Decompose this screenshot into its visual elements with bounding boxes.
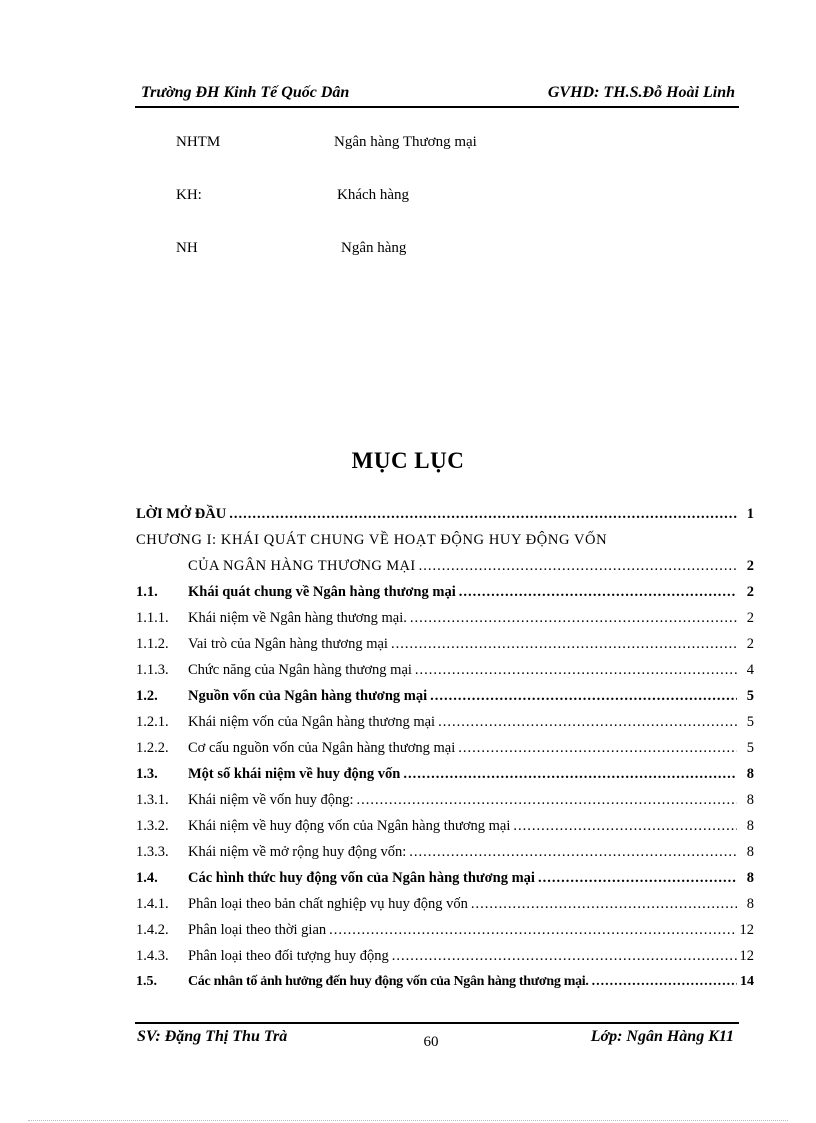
abbreviation-meaning: Khách hàng (337, 187, 410, 203)
toc-entry-text: Vai trò của Ngân hàng thương mại (188, 636, 388, 652)
toc-entry-number: 1.4.2. (136, 922, 169, 938)
toc-entry[interactable] (136, 636, 754, 658)
toc-entry[interactable] (136, 662, 754, 684)
toc-entry-text: Khái quát chung về Ngân hàng thương mại (188, 584, 456, 600)
toc-leader (329, 922, 736, 939)
toc-entry-number: 1.5. (136, 974, 157, 989)
toc-entry-number: 1.3.2. (136, 818, 169, 834)
toc-entry-text: Các nhân tố ảnh hưởng đến huy động vốn của Ngân hàng thương mại. (188, 974, 589, 989)
abbreviation-meaning: Ngân hàng Thương mại (334, 134, 477, 150)
abbreviation-meaning: Ngân hàng (341, 240, 407, 256)
footer-rule (135, 1022, 739, 1024)
toc-entry-number: 1.3.1. (136, 792, 169, 808)
toc-entry-number: 1.2.1. (136, 714, 169, 730)
footer-student: SV: Đặng Thị Thu Trà (137, 1028, 288, 1045)
toc-entry-text: Khái niệm về huy động vốn của Ngân hàng thương mại (188, 818, 511, 834)
header-advisor: GVHD: TH.S.Đỗ Hoài Linh (547, 84, 735, 101)
toc-entry[interactable] (136, 688, 754, 710)
page-header (135, 82, 739, 108)
toc-leader (430, 688, 737, 705)
toc-entry-number: 1.4. (136, 870, 158, 886)
toc-leader (392, 948, 737, 965)
toc-entry[interactable] (136, 896, 754, 918)
toc-entry[interactable] (136, 610, 754, 632)
toc-entry[interactable] (136, 792, 754, 814)
toc-entry-number: 1.4.3. (136, 948, 169, 964)
toc-leader (592, 974, 737, 990)
abbreviation-term: NHTM (176, 134, 221, 150)
toc-entry[interactable] (136, 974, 754, 996)
toc-leader (357, 792, 737, 809)
toc-entry[interactable] (188, 558, 754, 580)
toc-entry-page: 2 (746, 584, 754, 600)
toc-entry[interactable] (136, 844, 754, 866)
toc-entry-text: Khái niệm về vốn huy động: (188, 792, 354, 808)
toc-leader (458, 740, 737, 757)
toc-entry-page: 8 (746, 896, 754, 912)
toc-entry[interactable] (136, 870, 754, 892)
toc-entry-number: 1.3. (136, 766, 158, 782)
toc-leader (459, 584, 737, 601)
toc-entry-page: 14 (740, 974, 754, 989)
toc-leader (229, 506, 737, 523)
toc-entry[interactable] (136, 714, 754, 736)
toc-entry-text: Khái niệm vốn của Ngân hàng thương mại (188, 714, 436, 730)
page-number: 60 (423, 1034, 439, 1050)
toc-entry-page: 8 (746, 766, 754, 782)
toc-entry-number: 1.4.1. (136, 896, 169, 912)
toc-entry[interactable] (136, 506, 754, 528)
toc-entry-number: 1.1. (136, 584, 158, 600)
toc-entry-text: Một số khái niệm về huy động vốn (188, 766, 401, 782)
toc-entry-text: CỦA NGÂN HÀNG THƯƠNG MẠI (188, 558, 416, 574)
toc-entry[interactable] (136, 740, 754, 762)
toc-entry[interactable] (136, 766, 754, 788)
toc-entry-text: Phân loại theo thời gian (188, 922, 327, 938)
toc-entry-text: LỜI MỞ ĐẦU (136, 506, 227, 522)
toc-entry[interactable] (136, 584, 754, 606)
toc-leader (391, 636, 737, 653)
toc-leader (538, 870, 737, 887)
toc-entry[interactable] (136, 532, 754, 554)
toc-entry-page: 5 (746, 740, 754, 756)
abbreviation-term: KH: (176, 187, 202, 203)
toc-entry-page: 5 (746, 714, 754, 730)
toc-entry-page: 8 (746, 792, 754, 808)
toc-entry-text: Các hình thức huy động vốn của Ngân hàng thương mại (188, 870, 535, 886)
page-edge-divider (28, 1120, 788, 1121)
toc-entry-page: 5 (746, 688, 754, 704)
toc-entry-text: Nguồn vốn của Ngân hàng thương mại (188, 688, 428, 704)
toc-entry-number: 1.3.3. (136, 844, 169, 860)
toc-entry-page: 1 (746, 506, 754, 522)
toc-entry-text: CHƯƠNG I: KHÁI QUÁT CHUNG VỀ HOẠT ĐỘNG HUY ĐỘNG VỐN (136, 532, 608, 548)
toc-entry-number: 1.2. (136, 688, 158, 704)
header-school: Trường ĐH Kinh Tế Quốc Dân (141, 84, 350, 101)
toc-entry-page: 2 (746, 558, 754, 574)
toc-entry-page: 2 (746, 636, 754, 652)
toc-entry-page: 2 (746, 610, 754, 626)
toc-entry-text: Phân loại theo bản chất nghiệp vụ huy động vốn (188, 896, 468, 912)
toc-entry[interactable] (136, 948, 754, 970)
toc-entry-number: 1.1.3. (136, 662, 169, 678)
toc-entry-text: Khái niệm về mở rộng huy động vốn: (188, 844, 407, 860)
toc-entry[interactable] (136, 818, 754, 840)
toc-entry[interactable] (136, 922, 754, 944)
toc-entry-number: 1.2.2. (136, 740, 169, 756)
toc-entry-page: 8 (746, 844, 754, 860)
toc-entry-page: 8 (746, 818, 754, 834)
toc-entry-text: Cơ cấu nguồn vốn của Ngân hàng thương mại (188, 740, 456, 756)
toc-entry-page: 8 (746, 870, 754, 886)
abbreviation-term: NH (176, 240, 198, 256)
toc-title: MỤC LỤC (351, 448, 465, 473)
toc-leader (410, 610, 737, 627)
toc-entry-number: 1.1.1. (136, 610, 169, 626)
toc-entry-number: 1.1.2. (136, 636, 169, 652)
toc-leader (419, 558, 737, 575)
toc-entry-text: Phân loại theo đối tượng huy động (188, 948, 389, 964)
toc-entry-page: 12 (739, 948, 754, 964)
toc-entry-text: Khái niệm về Ngân hàng thương mại. (188, 610, 407, 626)
footer-class: Lớp: Ngân Hàng K11 (590, 1028, 734, 1045)
toc-entry-page: 4 (746, 662, 754, 678)
toc-entry-text: Chức năng của Ngân hàng thương mại (188, 662, 412, 678)
toc-entry-page: 12 (739, 922, 754, 938)
toc-leader (513, 818, 737, 835)
toc-leader (409, 844, 737, 861)
toc-leader (438, 714, 737, 731)
toc-leader (471, 896, 737, 913)
toc-leader (403, 766, 737, 783)
toc-leader (415, 662, 737, 679)
